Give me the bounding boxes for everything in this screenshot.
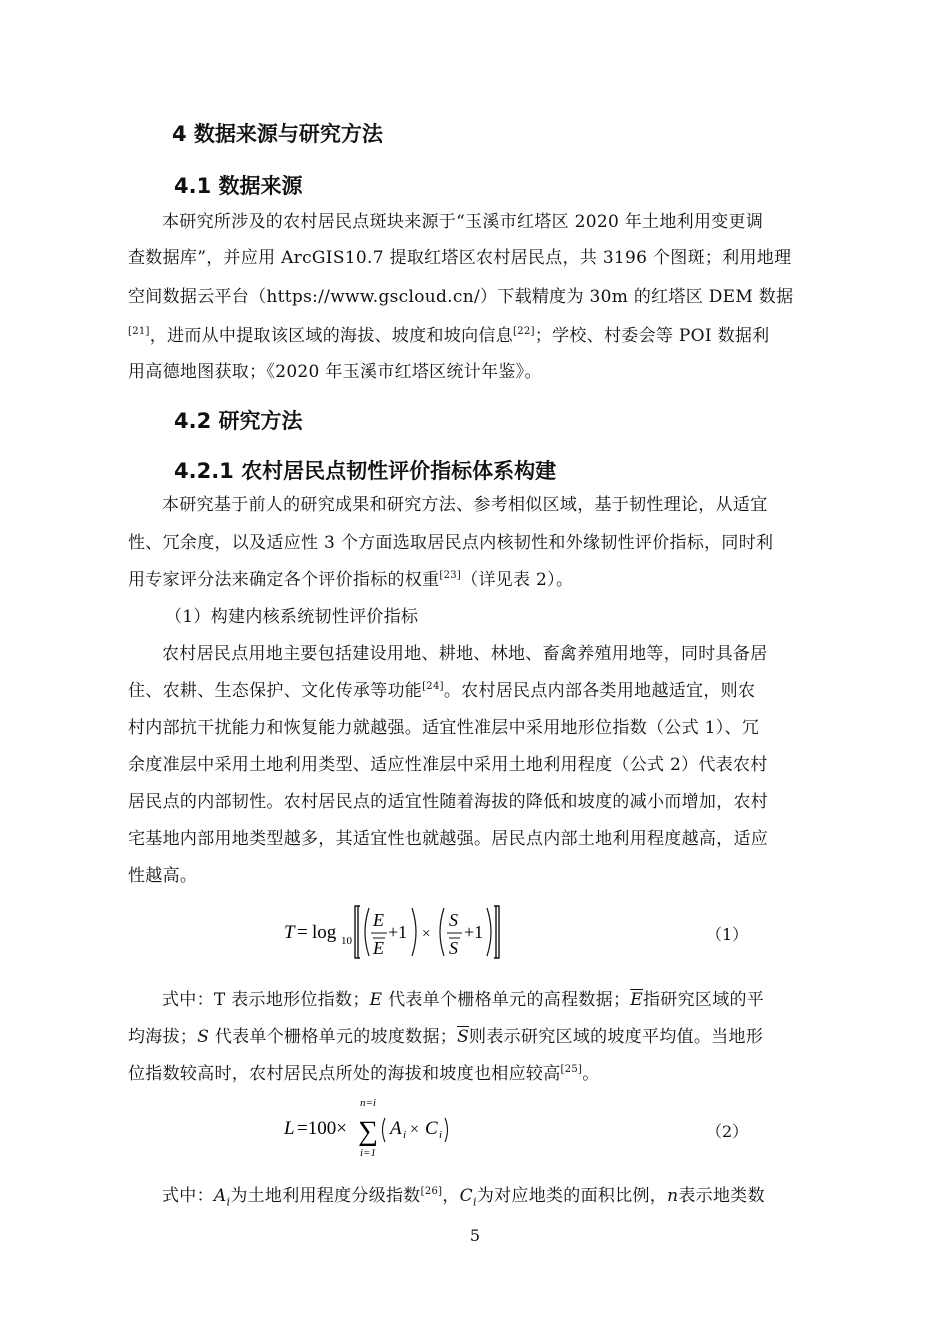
text-span: 表示地类数 [678,1186,765,1206]
text-span: 为土地利用程度分级指数 [230,1186,421,1206]
eq2-paren-open [383,1118,386,1142]
eq1-lhs: T [284,922,295,943]
paragraph-line: 性越高。 [128,866,198,886]
text-span: 。农村居民点内部各类用地越适宜，则农 [443,681,756,701]
paragraph-line [128,1059,600,1084]
eq1-paren-open-2 [440,908,444,956]
citation-ref: [24] [422,681,444,692]
paragraph-line [128,676,755,701]
eq1-log-base: 10 [341,935,352,947]
section-heading-4-2: 4.2 研究方法 [174,409,303,433]
text-span: ；学校、村委会等 POI 数据利 [534,326,770,346]
text-span: 住、农耕、生态保护、文化传承等功能 [128,681,423,701]
equation-2 [284,1094,464,1160]
text-span: 位指数较高时，农村居民点所处的海拔和坡度也相应较高 [128,1064,561,1084]
paragraph-line: 本研究所涉及的农村居民点斑块来源于“玉溪市红塔区 2020 年土地利用变更调 [162,212,764,232]
math-E: E [369,990,383,1010]
text-span: 式中： [162,1186,214,1206]
paragraph-line: 村内部抗干扰能力和恢复能力就越强。适宜性准层中采用地形位指数（公式 1）、冗 [128,718,760,738]
paragraph-line: 查数据库”，并应用 ArcGIS10.7 提取红塔区农村居民点，共 3196 个图斑；利用地理 [128,248,792,268]
equation-number-1: （1） [706,925,749,944]
eq2-sum-upper: n=i [360,1097,376,1109]
equation-1 [284,900,504,964]
paragraph-line: 性、冗余度，以及适应性 3 个方面选取居民点内核韧性和外缘韧性评价指标，同时利 [128,533,774,553]
eq1-plus-one-2: +1 [464,922,484,942]
eq2-sigma: ∑ [358,1116,378,1147]
eq2-const: =100× [297,1118,347,1139]
paragraph-line: 居民点的内部韧性。农村居民点的适宜性随着海拔的降低和坡度的减小而增加，农村 [128,792,769,812]
paragraph-line [128,565,573,590]
paragraph-line: 空间数据云平台（https://www.gscloud.cn/）下载精度为 30m 的红塔区 DEM 数据 [128,287,794,307]
citation-ref: [25] [560,1064,583,1075]
eq2-C: C [425,1118,438,1139]
eq2-sum-lower: i=1 [360,1147,376,1159]
text-span: 为对应地类的面积比例， [476,1186,668,1206]
citation-ref: [26] [420,1186,443,1197]
paragraph-line: 本研究基于前人的研究成果和研究方法、参考相似区域，基于韧性理论，从适宜 [162,495,768,515]
page-number: 5 [469,1226,481,1245]
eq1-E-num: E [373,910,384,930]
eq2-A: A [390,1118,402,1139]
eq2-A-sub: i [403,1129,407,1141]
paragraph-line: 宅基地内部用地类型越多，其适宜性也就越强。居民点内部土地利用程度越高，适应 [128,829,769,849]
math-C-sub: i [472,1195,477,1209]
section-heading-4-1: 4.1 数据来源 [174,174,303,198]
section-heading-4: 4 数据来源与研究方法 [172,122,383,146]
eq1-paren-open-1 [365,908,369,956]
paragraph-line: 用高德地图获取；《2020 年玉溪市红塔区统计年鉴》。 [128,362,542,382]
eq1-log: log [312,922,337,943]
citation-ref: [21] [128,326,150,337]
text-span: 代表单个栅格单元的高程数据； [382,990,631,1010]
text-span: 均海拔； [128,1027,198,1047]
text-span: 代表单个栅格单元的坡度数据； [209,1027,458,1047]
eq1-equals: = [297,922,308,943]
text-span: 指研究区域的平 [643,990,765,1010]
math-A: A [213,1186,227,1206]
eq1-S-den: S [449,938,458,958]
math-S: S [197,1027,210,1047]
math-A-sub: i [226,1195,231,1209]
eq1-paren-close-1 [412,908,416,956]
subsection-label: （1）构建内核系统韧性评价指标 [165,607,419,627]
math-C: C [459,1186,473,1206]
text-span: 则表示研究区域的坡度平均值。当地形 [469,1027,764,1047]
text-span: 式中：T 表示地形位指数； [162,990,370,1010]
eq2-C-sub: i [439,1129,443,1141]
section-heading-4-2-1: 4.2.1 农村居民点韧性评价指标体系构建 [174,459,557,483]
paragraph-line: 余度准层中采用土地利用类型、适应性准层中采用土地利用程度（公式 2）代表农村 [128,755,768,775]
paragraph-line [162,985,764,1010]
paragraph-line: 农村居民点用地主要包括建设用地、耕地、林地、畜禽养殖用地等，同时具备居 [162,644,768,664]
eq2-times: × [410,1121,420,1138]
paragraph-line [128,1022,763,1047]
eq1-plus-one-1: +1 [388,922,408,942]
eq2-paren-close [445,1118,448,1142]
eq1-S-num: S [449,910,458,930]
math-S-bar: $\overline{S}$ [457,1027,470,1047]
equation-number-2: （2） [706,1122,749,1141]
citation-ref: [23] [439,570,462,581]
text-span: 。 [582,1064,600,1084]
text-span: 用专家评分法来确定各个评价指标的权重 [128,570,440,590]
eq2-lhs: L [284,1118,295,1139]
eq1-E-den: E [373,938,384,958]
math-n: n [667,1186,679,1206]
text-span: ， [442,1186,460,1206]
eq1-times: × [422,926,431,942]
paragraph-line [162,1181,765,1208]
paragraph-line [128,321,769,346]
text-span: （详见表 2）。 [461,570,574,590]
math-E-bar: $\overline{E}$ [630,990,643,1010]
citation-ref: [22] [513,326,535,337]
eq1-paren-close-2 [487,908,491,956]
text-span: ，进而从中提取该区域的海拔、坡度和坡向信息 [149,326,514,346]
